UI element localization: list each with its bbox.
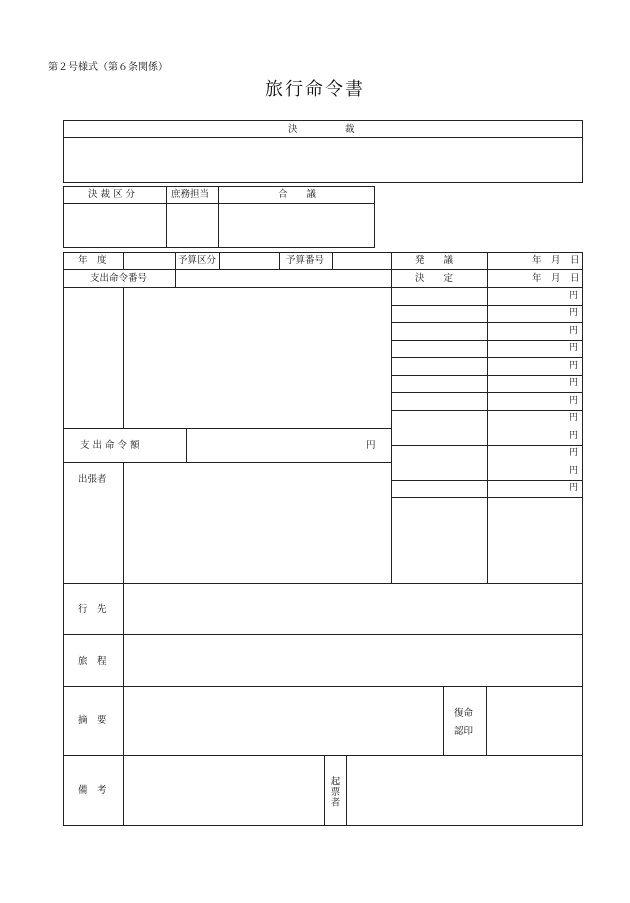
drafter-label: 起票者 bbox=[328, 776, 340, 808]
consultation-label: 合 議 bbox=[278, 189, 317, 200]
approval-header: 決 裁 bbox=[288, 124, 355, 135]
issue-date: 年 月 日 bbox=[532, 255, 580, 266]
return-report-label-line1: 復命 bbox=[454, 708, 474, 719]
page-title: 旅行命令書 bbox=[265, 79, 365, 100]
budget-category-label: 予算区分 bbox=[178, 255, 217, 266]
clerk-label: 庶務担当 bbox=[171, 189, 210, 200]
traveler-label: 出張者 bbox=[78, 474, 107, 485]
payment-order-amount-yen: 円 bbox=[366, 440, 376, 451]
yen-mark: 円 bbox=[569, 431, 579, 441]
budget-number-label: 予算番号 bbox=[286, 255, 325, 266]
main-table bbox=[63, 252, 583, 826]
decided-label: 決 定 bbox=[415, 273, 454, 284]
yen-mark: 円 bbox=[569, 413, 579, 423]
payment-order-amount-label: 支 出 命 令 額 bbox=[80, 440, 140, 451]
summary-label: 摘 要 bbox=[78, 715, 107, 726]
yen-mark: 円 bbox=[569, 483, 579, 493]
yen-mark: 円 bbox=[569, 291, 579, 301]
yen-mark: 円 bbox=[569, 466, 579, 476]
return-report-label-line2: 認印 bbox=[454, 726, 474, 737]
yen-mark: 円 bbox=[569, 326, 579, 336]
fiscal-year-label: 年 度 bbox=[78, 255, 107, 266]
payment-order-number-label: 支出命令番号 bbox=[90, 273, 148, 284]
yen-mark: 円 bbox=[569, 361, 579, 371]
remarks-label: 備 考 bbox=[78, 785, 107, 796]
destination-label: 行 先 bbox=[78, 604, 107, 615]
form-number: 第２号様式（第６条関係） bbox=[48, 62, 168, 73]
yen-mark: 円 bbox=[569, 378, 579, 388]
decision-category-label: 決 裁 区 分 bbox=[88, 189, 136, 200]
issue-label: 発 議 bbox=[415, 255, 454, 266]
itinerary-label: 旅 程 bbox=[78, 656, 107, 667]
yen-mark: 円 bbox=[569, 343, 579, 353]
yen-mark: 円 bbox=[569, 308, 579, 318]
yen-mark: 円 bbox=[569, 396, 579, 406]
yen-mark: 円 bbox=[569, 448, 579, 458]
decided-date: 年 月 日 bbox=[532, 273, 580, 284]
